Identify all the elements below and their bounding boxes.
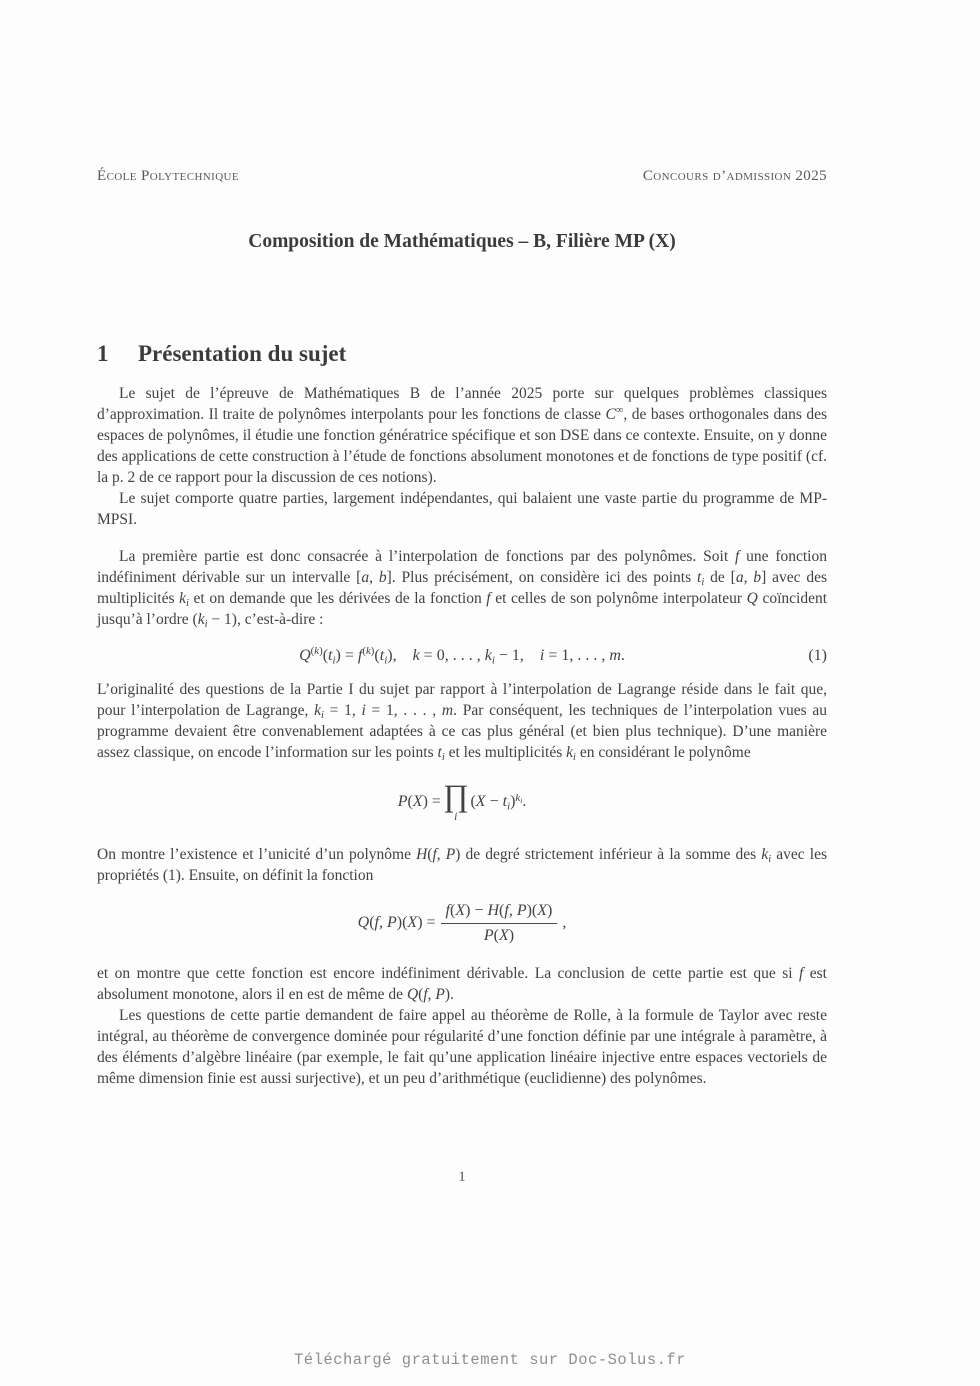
page-content — [97, 168, 827, 1089]
header-institution: École Polytechnique — [97, 168, 240, 184]
paragraph-3: La première partie est donc consacrée à l’interpolation de fonctions par des polynômes. Soit f une fonction indéfiniment dérivable sur un intervalle [a, b]. Plus précisément, on considère ici des points $t_i$ de [a, b] avec des multiplicités $k_i$ et on demande que les dérivées de la fonction f et celles de son polynôme interpolateur Q coïncident jusqu’à l’ordre $(k_i - 1)$, c’est-à-dire : — [97, 548, 828, 631]
paragraph-7: Les questions de cette partie demandent de faire appel au théorème de Rolle, à la formule de Taylor avec reste intégral, au théorème de convergence dominée pour régularité d’une fonction définie par une intégrale à paramètre, à des éléments d’algèbre linéaire (par exemple, le fait qu’une application linéaire injective entre espaces vectoriels de même dimension finie est aussi surjective), et un peu d’arithmétique (euclidienne) des polynômes. — [97, 1006, 827, 1087]
equation-fraction — [97, 902, 827, 945]
fraction — [441, 902, 558, 945]
document-title: Composition de Mathématiques – B, Filière MP (X) — [248, 231, 676, 252]
product-limit: i — [454, 811, 458, 824]
equation-product — [97, 778, 827, 824]
equation-1-body: $Q^{(k)}(t_i) = f^{(k)}(t_i)$, k = 0, . . . , $k_i - 1$, i = 1, . . . , m. — [299, 645, 625, 667]
paragraph-2: Le sujet comporte quatre parties, largement indépendantes, qui balaient une vaste partie du programme de MP-MPSI. — [97, 490, 827, 528]
equation-fraction-tail: , — [562, 914, 567, 932]
header-session: Concours d’admission 2025 — [642, 168, 827, 184]
fraction-numerator: f(X) − H(f, P)(X) — [441, 902, 558, 924]
equation-1 — [97, 647, 827, 665]
product-operator — [442, 778, 469, 824]
equation-1-tag: (1) — [808, 647, 827, 664]
equation-product-lhs: P(X) = — [397, 793, 441, 811]
section-title: Présentation du sujet — [138, 341, 347, 366]
page-number: 1 — [458, 1169, 466, 1185]
paragraph-4: L’originalité des questions de la Partie I du sujet par rapport à l’interpolation de Lagrange réside dans le fait que, pour l’interpolation de Lagrange, $k_i = 1$, i = 1, . . . , m. Par conséquent, les techniques de l’interpolation vues au programme devaient être convenablement adaptées à ce cas plus général (et bien plus technique). D’une manière assez classique, on encode l’information sur les points $t_i$ et les multiplicités $k_i$ en considérant le polynôme — [97, 681, 827, 764]
section-number: 1 — [97, 341, 109, 366]
paragraph-1: Le sujet de l’épreuve de Mathématiques B de l’année 2025 porte sur quelques problèmes classiques d’approximation. Il traite de polynômes interpolants pour les fonctions de classe C∞, de bases orthogonales dans des espaces de polynômes, il étudie une fonction génératrice spécifique et son DSE dans ce contexte. Ensuite, on y donne des applications de cette construction à l’étude de fonctions absolument monotones et de fonctions de type positif (cf. la p. 2 de ce rapport pour la discussion de ces notions). — [97, 385, 827, 486]
product-symbol: ∏ — [442, 778, 469, 813]
equation-product-rhs: $(X - t_i)^{k_i}$. — [470, 791, 527, 813]
paragraph-6: et on montre que cette fonction est encore indéfiniment dérivable. La conclusion de cette partie est que si f est absolument monotone, alors il en est de même de Q(f, P). — [97, 964, 827, 1003]
footer-watermark: Téléchargé gratuitement sur Doc-Solus.fr — [293, 1351, 687, 1369]
fraction-denominator: P(X) — [483, 926, 515, 944]
page-header — [97, 168, 827, 185]
paragraph-5: On montre l’existence et l’unicité d’un polynôme H(f, P) de degré strictement inférieur à la somme des $k_i$ avec les propriétés (1). Ensuite, on définit la fonction — [97, 845, 827, 884]
equation-fraction-lhs: Q(f, P)(X) = — [357, 914, 436, 932]
section-heading — [97, 341, 827, 367]
